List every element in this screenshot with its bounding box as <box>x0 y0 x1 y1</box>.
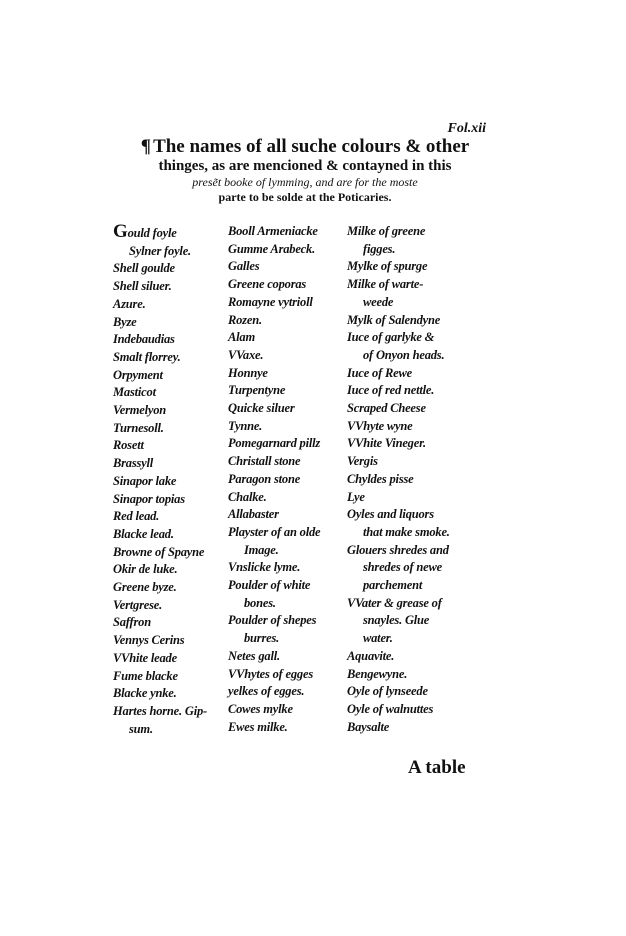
list-item: Quicke siluer <box>228 401 295 416</box>
list-item: Playster of an olde <box>228 524 321 539</box>
list-item: Greene byze. <box>113 580 177 595</box>
list-item: Alam <box>228 330 255 345</box>
column-1 <box>113 223 241 738</box>
list-item: Pomegarnard pillz <box>228 436 321 451</box>
list-item: Netes gall. <box>228 648 280 663</box>
list-item: Indebaudias <box>113 332 175 347</box>
column-3 <box>347 223 475 736</box>
list-item: Poulder of shepes <box>228 613 317 628</box>
list-item: that make smoke. <box>363 524 450 539</box>
list-item: Turnesoll. <box>113 420 164 435</box>
list-item: VVhite leade <box>113 650 177 665</box>
heading <box>120 136 490 205</box>
list-item: figges. <box>363 241 396 256</box>
list-item: Oyle of lynseede <box>347 684 428 699</box>
list-item: Orpyment <box>113 367 163 382</box>
list-item: Galles <box>228 259 260 274</box>
list-item-rest: ould foyle <box>127 226 177 240</box>
list-item: Sinapor lake <box>113 473 177 488</box>
list-item: Turpentyne <box>228 383 286 398</box>
list-item: yelkes of egges. <box>228 684 305 699</box>
list-item: Scraped Cheese <box>347 401 426 416</box>
list-item: Iuce of Rewe <box>347 365 412 380</box>
list-item: Shell goulde <box>113 261 175 276</box>
list-item: VVater & grease of <box>347 595 442 610</box>
list-item: Greene coporas <box>228 277 307 292</box>
list-item: Vertgrese. <box>113 597 163 612</box>
list-item: Hartes horne. Gip- <box>113 703 207 718</box>
list-item: VVhyte wyne <box>347 418 413 433</box>
list-item: Rosett <box>113 438 144 453</box>
list-item: Byze <box>113 314 137 329</box>
heading-line-3: prese͂t booke of lymming, and are for the moste <box>192 175 418 189</box>
list-item: snayles. Glue <box>363 613 430 628</box>
heading-line-4: parte to be solde at the Poticaries. <box>218 190 392 204</box>
list-item: Okir de luke. <box>113 562 178 577</box>
list-item: Poulder of white <box>228 578 311 593</box>
paragraph-mark-icon: ¶ <box>140 136 152 157</box>
list-item: VVhite Vineger. <box>347 436 426 451</box>
list-item: Blacke ynke. <box>113 686 177 701</box>
list-item: parchement <box>363 578 423 593</box>
list-item: VVaxe. <box>228 347 264 362</box>
list-item: Gumme Arabeck. <box>228 241 316 256</box>
list-item: Azure. <box>113 296 146 311</box>
list-item: Tynne. <box>228 418 263 433</box>
list-item: Brassyll <box>113 456 154 471</box>
list-item: Sylner foyle. <box>129 243 191 258</box>
list-item: Oyles and liquors <box>347 507 434 522</box>
list-item: Chalke. <box>228 489 267 504</box>
list-item: Ewes milke. <box>228 719 288 734</box>
list-item: water. <box>363 631 393 646</box>
catchword: A table <box>408 757 466 778</box>
list-item: Iuce of garlyke & <box>347 330 435 345</box>
list-item: Glouers shredes and <box>347 542 449 557</box>
list-item: Lye <box>347 489 365 504</box>
list-item: Vermelyon <box>113 403 167 418</box>
drop-cap: G <box>113 221 128 242</box>
list-item: of Onyon heads. <box>363 347 445 362</box>
heading-line-2: thinges, as are mencioned & contayned in this <box>158 158 452 174</box>
list-item: Fume blacke <box>113 668 178 683</box>
list-item: Christall stone <box>228 454 301 469</box>
list-item: Vergis <box>347 454 378 469</box>
list-item <box>113 223 241 243</box>
list-item: Allabaster <box>228 507 279 522</box>
list-item: Oyle of walnuttes <box>347 701 434 716</box>
list-item: VVhytes of egges <box>228 666 313 681</box>
list-item: Mylke of spurge <box>347 259 428 274</box>
heading-line-1-text: The names of all suche colours & other <box>153 136 470 157</box>
list-item: Red lead. <box>113 509 160 524</box>
list-item: Baysalte <box>347 719 390 734</box>
list-item: Cowes mylke <box>228 701 293 716</box>
list-item: Vnslicke lyme. <box>228 560 301 575</box>
list-item: bones. <box>244 595 276 610</box>
list-item: sum. <box>129 721 153 736</box>
folio: Fol.xii <box>447 121 486 136</box>
list-item: burres. <box>244 631 280 646</box>
list-item: Masticot <box>113 385 156 400</box>
list-item: Milke of greene <box>347 224 426 238</box>
list-item: Blacke lead. <box>113 526 174 541</box>
list-item: Honnye <box>228 365 268 380</box>
heading-line-1 <box>120 136 490 158</box>
list-item: Sinapor topias <box>113 491 185 506</box>
list-item: Browne of Spayne <box>113 544 205 559</box>
list-item: Rozen. <box>228 312 262 327</box>
list-item: Smalt florrey. <box>113 349 181 364</box>
list-item: Iuce of red nettle. <box>347 383 435 398</box>
list-item: Bengewyne. <box>347 666 408 681</box>
list-item: Booll Armeniacke <box>228 224 318 238</box>
list-item: weede <box>363 294 394 309</box>
list-item: Chyldes pisse <box>347 471 414 486</box>
list-item: Romayne vytrioll <box>228 294 313 309</box>
list-item: Milke of warte- <box>347 277 424 292</box>
list-item: Aquavite. <box>347 648 395 663</box>
list-item: Paragon stone <box>228 471 301 486</box>
list-item: Image. <box>244 542 279 557</box>
list-item: Mylk of Salendyne <box>347 312 441 327</box>
list-item: Vennys Cerins <box>113 633 185 648</box>
list-item: shredes of newe <box>363 560 442 575</box>
column-2 <box>228 223 356 736</box>
list-item: Saffron <box>113 615 151 630</box>
list-item: Shell siluer. <box>113 279 172 294</box>
